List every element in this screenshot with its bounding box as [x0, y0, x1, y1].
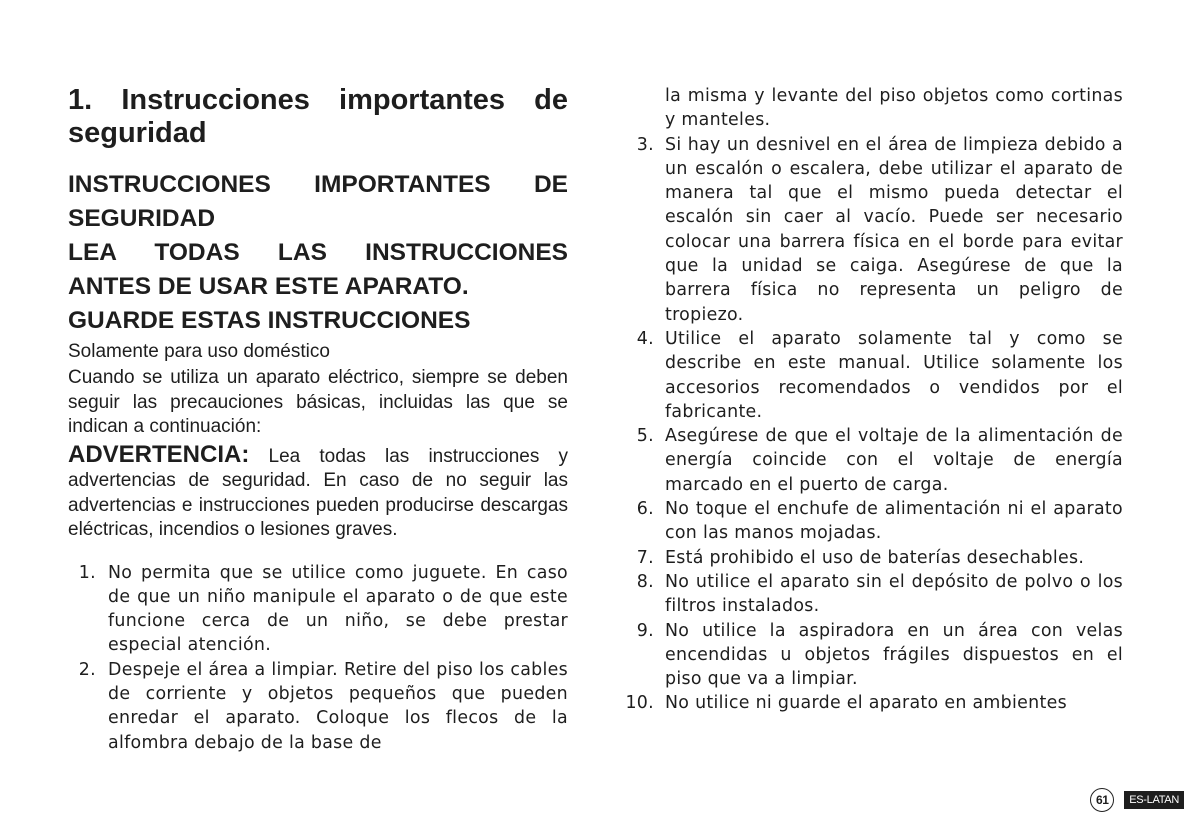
continuation-text: la misma y levante del piso objetos como cortinas y manteles. — [665, 86, 1123, 131]
list-item-number: 8. — [636, 571, 654, 592]
caps-heading-line-2: SEGURIDAD — [68, 205, 216, 232]
list-item-number: 10. — [625, 693, 654, 714]
list-item — [614, 570, 1123, 619]
list-item-text: No utilice ni guarde el aparato en ambientes — [665, 693, 1067, 714]
caps-heading-line-3: LEA TODAS LAS INSTRUCCIONES — [68, 239, 568, 266]
domestic-use-note: Solamente para uso doméstico — [68, 341, 330, 362]
right-column — [614, 84, 1123, 716]
list-item-number: 1. — [78, 562, 96, 583]
list-item — [614, 691, 1123, 715]
caps-heading-line-1: INSTRUCCIONES IMPORTANTES DE — [68, 171, 568, 198]
list-item — [614, 424, 1123, 497]
list-item-number: 7. — [636, 547, 654, 568]
warning-text: Lea todas las instrucciones y advertencias de seguridad. En caso de no seguir las advertencias e instrucciones pueden producirse descargas eléctricas, incendios o lesiones graves. — [68, 445, 568, 540]
warning-label: ADVERTENCIA: — [68, 440, 250, 468]
language-badge: ES-LATAN — [1124, 791, 1184, 809]
list-item — [68, 658, 568, 755]
list-item — [614, 546, 1123, 570]
list-item-text: No utilice el aparato sin el depósito de polvo o los filtros instalados. — [665, 571, 1123, 617]
safety-list-left — [68, 561, 568, 755]
page-footer — [1090, 786, 1184, 814]
list-item-text: No permita que se utilice como juguete. En caso de que un niño manipule el aparato o de que este funcione cerca de un niño, se debe prestar especial atención. — [108, 562, 568, 656]
list-item-text: Utilice el aparato solamente tal y como se describe en este manual. Utilice solamente los accesorios recomendados o vendidos por el fabricante. — [665, 328, 1123, 422]
list-item — [614, 619, 1123, 692]
list-item — [68, 561, 568, 658]
list-item-text: Está prohibido el uso de baterías desechables. — [665, 547, 1085, 568]
section-heading: 1. Instrucciones importantes de seguridad — [68, 84, 568, 149]
list-item-number: 2. — [78, 659, 96, 680]
page-number-badge: 61 — [1090, 788, 1114, 812]
list-item-number: 5. — [636, 426, 654, 447]
caps-heading-line-5: GUARDE ESTAS INSTRUCCIONES — [68, 307, 471, 334]
list-item-text: Asegúrese de que el voltaje de la alimentación de energía coincide con el voltaje de energía marcado en el puerto de carga. — [665, 426, 1123, 495]
list-item-text: No toque el enchufe de alimentación ni el aparato con las manos mojadas. — [665, 499, 1123, 544]
list-item-number: 9. — [636, 620, 654, 641]
warning-paragraph — [68, 440, 568, 543]
list-item-text: Despeje el área a limpiar. Retire del piso los cables de corriente y objetos pequeños que pueden enredar el aparato. Coloque los flecos de la alfombra debajo de la base de — [108, 659, 568, 753]
list-item — [614, 133, 1123, 327]
list-item-number: 4. — [636, 328, 654, 349]
list-item — [614, 327, 1123, 424]
list-item — [614, 497, 1123, 546]
list-item-text: No utilice la aspiradora en un área con velas encendidas u objetos frágiles dispuestos en el piso que va a limpiar. — [665, 620, 1123, 690]
caps-heading-line-4: ANTES DE USAR ESTE APARATO. — [68, 273, 469, 300]
list-item-number: 3. — [636, 134, 654, 155]
safety-list-right — [614, 84, 1123, 716]
list-item-text: Si hay un desnivel en el área de limpieza debido a un escalón o escalera, debe utilizar el aparato de manera tal que el mismo pueda detectar el escalón sin caer al vacío. Puede ser necesario colocar una barrera física en el borde para evitar que la unidad se caiga. Asegúrese de que la barrera física no representa un peligro de tropiezo. — [665, 134, 1123, 325]
intro-paragraph: Cuando se utiliza un aparato eléctrico, siempre se deben seguir las precauciones básicas, incluidas las que se indican a continuación: — [68, 367, 568, 437]
list-item-continuation — [614, 84, 1123, 133]
left-column — [68, 84, 568, 755]
list-item-number: 6. — [636, 499, 654, 520]
